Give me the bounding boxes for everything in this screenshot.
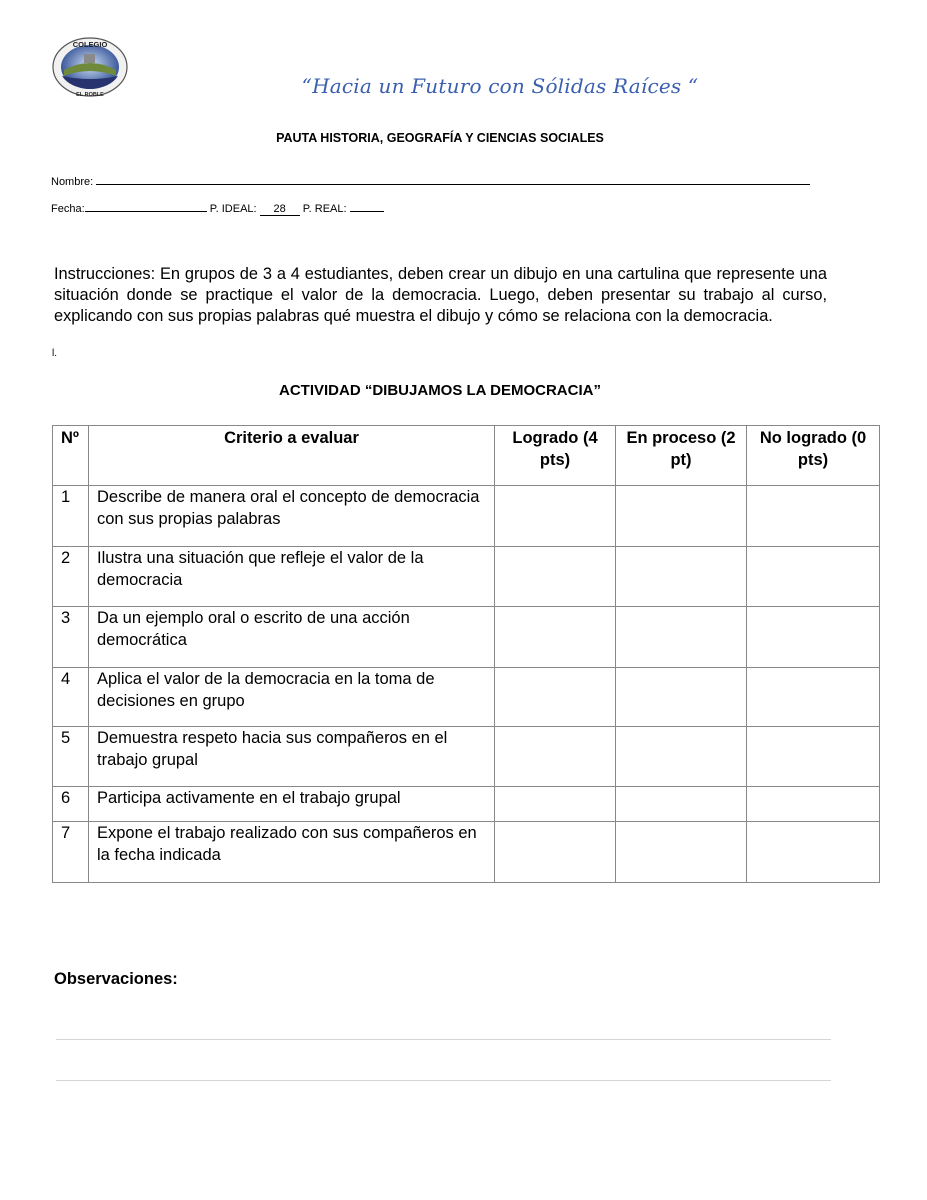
logrado-cell[interactable]	[495, 486, 616, 547]
row-number: 1	[53, 486, 89, 547]
p-real-label: P. REAL:	[302, 203, 347, 215]
no-logrado-cell[interactable]	[747, 787, 880, 822]
no-logrado-cell[interactable]	[747, 822, 880, 883]
table-row	[53, 787, 880, 822]
instructions-paragraph: Instrucciones: En grupos de 3 a 4 estudiantes, deben crear un dibujo en una cartulina que represente una situación donde se practique el valor de la democracia. Luego, deben presentar su trabajo al curso, explicando con sus propias palabras qué muestra el dibujo y cómo se relaciona con la democracia.	[54, 265, 827, 325]
table-row	[53, 547, 880, 607]
school-motto: “Hacia un Futuro con Sólidas Raíces “	[301, 74, 699, 98]
logrado-cell[interactable]	[495, 787, 616, 822]
table-row	[53, 668, 880, 727]
p-real-blank-line	[350, 200, 384, 212]
fecha-blank-line	[85, 200, 207, 212]
row-criterio: Describe de manera oral el concepto de democracia con sus propias palabras	[89, 486, 495, 547]
row-number: 6	[53, 787, 89, 822]
observaciones-line[interactable]	[56, 1080, 831, 1081]
table-row	[53, 607, 880, 668]
en-proceso-cell[interactable]	[616, 547, 747, 607]
logrado-cell[interactable]	[495, 822, 616, 883]
logo-top-text: COLEGIO	[72, 40, 108, 49]
row-criterio: Participa activamente en el trabajo grupal	[89, 787, 495, 822]
row-number: 3	[53, 607, 89, 668]
document-title: PAUTA HISTORIA, GEOGRAFÍA Y CIENCIAS SOCIALES	[276, 131, 604, 145]
row-criterio: Demuestra respeto hacia sus compañeros en el trabajo grupal	[89, 727, 495, 787]
p-ideal-value: 28	[260, 203, 300, 216]
row-criterio: Ilustra una situación que refleje el valor de la democracia	[89, 547, 495, 607]
no-logrado-cell[interactable]	[747, 727, 880, 787]
header-logrado: Logrado (4 pts)	[495, 426, 616, 486]
stray-mark: l.	[52, 348, 57, 359]
header-criterio: Criterio a evaluar	[89, 426, 495, 486]
no-logrado-cell[interactable]	[747, 607, 880, 668]
no-logrado-cell[interactable]	[747, 547, 880, 607]
header-num: Nº	[53, 426, 89, 486]
en-proceso-cell[interactable]	[616, 787, 747, 822]
logrado-cell[interactable]	[495, 547, 616, 607]
en-proceso-cell[interactable]	[616, 486, 747, 547]
nombre-blank-line	[96, 173, 810, 185]
row-criterio: Expone el trabajo realizado con sus compañeros en la fecha indicada	[89, 822, 495, 883]
row-number: 4	[53, 668, 89, 727]
row-number: 5	[53, 727, 89, 787]
row-criterio: Aplica el valor de la democracia en la toma de decisiones en grupo	[89, 668, 495, 727]
activity-title: ACTIVIDAD “DIBUJAMOS LA DEMOCRACIA”	[279, 382, 601, 399]
rubric-header-row	[53, 426, 880, 486]
observaciones-label: Observaciones:	[54, 970, 178, 988]
school-logo	[50, 36, 130, 98]
fecha-label: Fecha:	[51, 203, 85, 215]
en-proceso-cell[interactable]	[616, 822, 747, 883]
logo-bottom-text: EL ROBLE	[76, 92, 104, 98]
fecha-field-row	[51, 200, 384, 216]
row-number: 7	[53, 822, 89, 883]
p-ideal-label: P. IDEAL:	[209, 203, 257, 215]
en-proceso-cell[interactable]	[616, 668, 747, 727]
logrado-cell[interactable]	[495, 607, 616, 668]
logrado-cell[interactable]	[495, 727, 616, 787]
header-no-logrado: No logrado (0 pts)	[747, 426, 880, 486]
no-logrado-cell[interactable]	[747, 486, 880, 547]
no-logrado-cell[interactable]	[747, 668, 880, 727]
table-row	[53, 822, 880, 883]
logrado-cell[interactable]	[495, 668, 616, 727]
table-row	[53, 486, 880, 547]
nombre-field-row	[51, 173, 810, 188]
en-proceso-cell[interactable]	[616, 727, 747, 787]
row-criterio: Da un ejemplo oral o escrito de una acción democrática	[89, 607, 495, 668]
header-en-proceso: En proceso (2 pt)	[616, 426, 747, 486]
table-row	[53, 727, 880, 787]
nombre-label: Nombre:	[51, 176, 94, 188]
observaciones-line[interactable]	[56, 1039, 831, 1040]
row-number: 2	[53, 547, 89, 607]
en-proceso-cell[interactable]	[616, 607, 747, 668]
rubric-table	[52, 425, 880, 883]
